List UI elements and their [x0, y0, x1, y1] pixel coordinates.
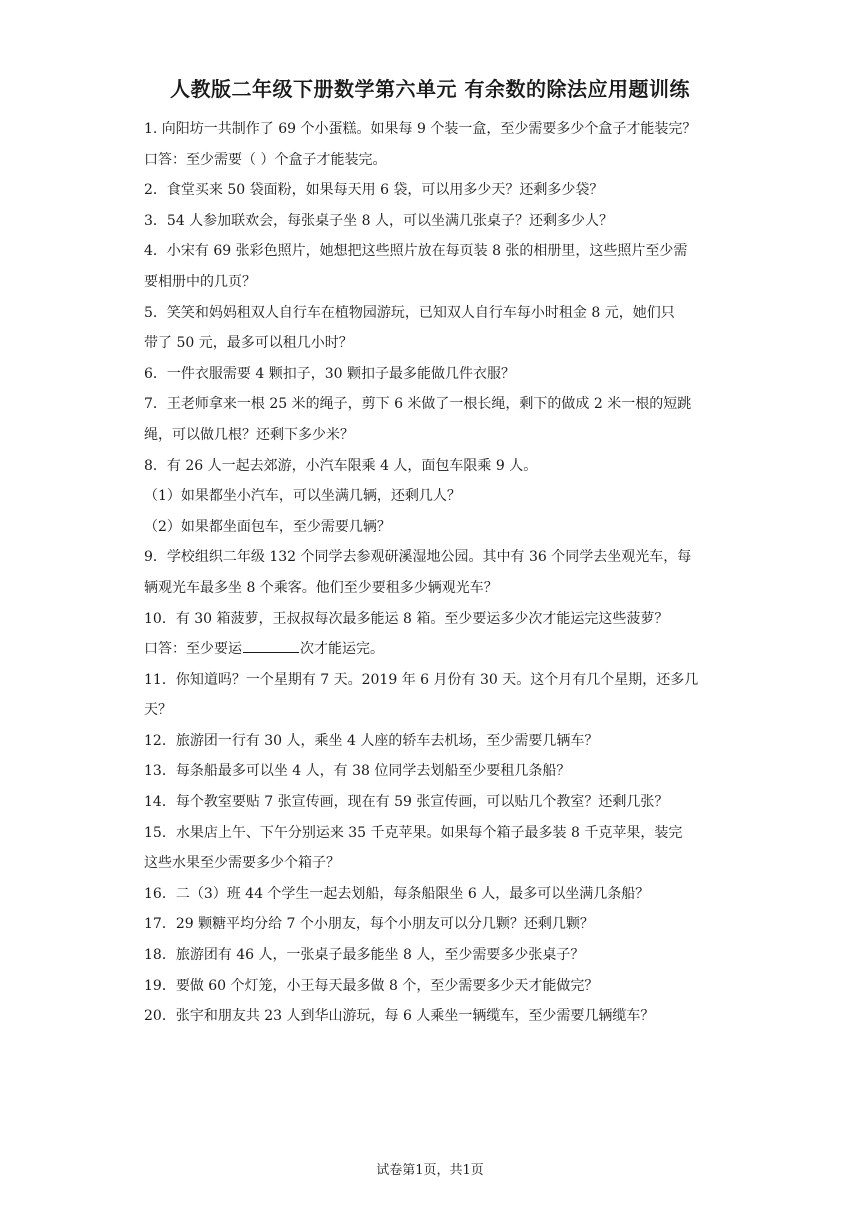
question-4-continued: 要相册中的几页？: [144, 273, 256, 290]
question-5-continued: 带了 50 元，最多可以租几小时？: [144, 335, 353, 352]
answer-prompt-10: [144, 634, 724, 665]
question-4: 4．小宋有 69 张彩色照片，她想把这些照片放在每页装 8 张的相册里，这些照片至少需: [144, 243, 688, 260]
question-8: 8．有 26 人一起去郊游，小汽车限乘 4 人，面包车限乘 9 人。: [144, 457, 538, 474]
page-title: 人教版二年级下册数学第六单元 有余数的除法应用题训练: [170, 77, 690, 101]
answer-prompt-1: 口答：至少需要（ ）个盒子才能装完。: [144, 151, 387, 168]
answer-prompt-10-tail: 次才能运完。: [300, 641, 384, 658]
question-3: 3．54 人参加联欢会，每张桌子坐 8 人，可以坐满几张桌子？还剩多少人？: [144, 212, 613, 229]
question-19: 19．要做 60 个灯笼，小王每天最多做 8 个，至少需要多少天才能做完？: [144, 977, 599, 994]
question-12: 12．旅游团一行有 30 人，乘坐 4 人座的轿车去机场，至少需要几辆车？: [144, 732, 599, 749]
question-2: 2．食堂买来 50 袋面粉，如果每天用 6 袋，可以用多少天？还剩多少袋？: [144, 182, 604, 199]
question-list: [144, 114, 724, 1032]
answer-blank[interactable]: [243, 638, 299, 653]
question-11: 11．你知道吗？一个星期有 7 天。2019 年 6 月份有 30 天。这个月有几个星期，还多几: [144, 671, 699, 688]
question-14: 14．每个教室要贴 7 张宣传画，现在有 59 张宣传画，可以贴几个教室？还剩几张？: [144, 794, 669, 811]
question-5: 5．笑笑和妈妈租双人自行车在植物园游玩，已知双人自行车每小时租金 8 元，她们只: [144, 304, 675, 321]
question-20: 20．张宇和朋友共 23 人到华山游玩，每 6 人乘坐一辆缆车，至少需要几辆缆车？: [144, 1008, 655, 1025]
question-6: 6．一件衣服需要 4 颗扣子，30 颗扣子最多能做几件衣服？: [144, 365, 515, 382]
question-9: 9．学校组织二年级 132 个同学去参观研溪湿地公园。其中有 36 个同学去坐观光车，每: [144, 549, 692, 566]
question-10: 10．有 30 箱菠萝，王叔叔每次最多能运 8 箱。至少要运多少次才能运完这些菠萝？: [144, 610, 669, 627]
question-16: 16．二（3）班 44 个学生一起去划船，每条船限坐 6 人，最多可以坐满几条船？: [144, 885, 650, 902]
question-15-continued: 这些水果至少需要多少个箱子？: [144, 855, 340, 872]
question-11-continued: 天？: [144, 702, 172, 719]
question-18: 18．旅游团有 46 人，一张桌子最多能坐 8 人，至少需要多少张桌子？: [144, 947, 585, 964]
question-9-continued: 辆观光车最多坐 8 个乘客。他们至少要租多少辆观光车？: [144, 579, 498, 596]
question-8-part-1: （1）如果都坐小汽车，可以坐满几辆，还剩几人？: [144, 488, 461, 505]
question-8-part-2: （2）如果都坐面包车，至少需要几辆？: [144, 518, 391, 535]
page-footer: 试卷第1页，共1页: [376, 1163, 484, 1178]
question-13: 13．每条船最多可以坐 4 人，有 38 位同学去划船至少要租几条船？: [144, 763, 571, 780]
question-17: 17．29 颗糖平均分给 7 个小朋友，每个小朋友可以分几颗？还剩几颗？: [144, 916, 594, 933]
question-1: 1. 向阳坊一共制作了 69 个小蛋糕。如果每 9 个装一盒，至少需要多少个盒子才能装完？: [144, 121, 697, 137]
question-15: 15．水果店上午、下午分别运来 35 千克苹果。如果每个箱子最多装 8 千克苹果，装完: [144, 824, 683, 841]
question-7: 7．王老师拿来一根 25 米的绳子，剪下 6 米做了一根长绳，剩下的做成 2 米一根的短跳: [144, 396, 692, 413]
question-7-continued: 绳，可以做几根？还剩下多少米？: [144, 426, 354, 443]
answer-prompt-10-lead: 口答：至少要运: [144, 641, 242, 658]
